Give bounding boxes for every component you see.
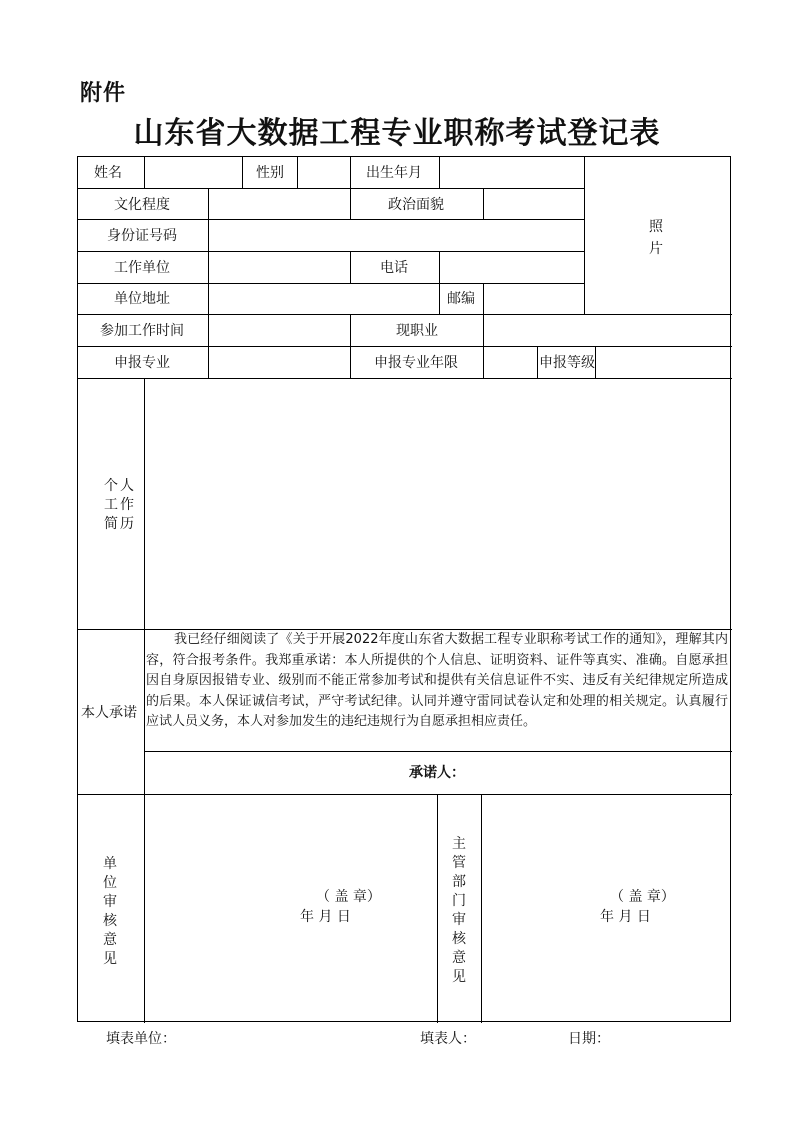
unit-seal-text: （ 盖 章） <box>316 889 381 905</box>
work-unit-field[interactable] <box>209 252 349 282</box>
commitment-text: 我已经仔细阅读了《关于开展2022年度山东省大数据工程专业职称考试工作的通知》，理解其内容，符合报考条件。我郑重承诺：本人所提供的个人信息、证明资料、证件等真实、准确。自愿承担因自身原因报错专业、级别而不能正常参加考试和提供有关信息证件不实、违反有关纪律规定所造成的后果。本人保证诚信考试，严守考试纪律。认同并遵守雷同试卷认定和处理的相关规定。认真履行应试人员义务，本人对参加发生的违纪违规行为自愿承担相应责任。 <box>146 632 728 729</box>
registration-form <box>77 156 731 1022</box>
dept-review-char: 门 <box>452 893 466 909</box>
unit-date-text: 年 月 日 <box>300 909 351 925</box>
gender-field[interactable] <box>298 158 349 187</box>
unit-review-char: 审 <box>103 894 117 910</box>
apply-level-label: 申报等级 <box>539 355 595 371</box>
dept-review-char: 审 <box>452 912 466 928</box>
attachment-label: 附件 <box>80 81 127 106</box>
photo-char: 照 <box>649 219 663 235</box>
col-line <box>350 251 351 283</box>
unit-review-char: 核 <box>103 913 117 929</box>
photo-char: 片 <box>649 241 663 257</box>
resume-label-char: 人 <box>120 478 134 494</box>
dept-review-char: 主 <box>452 836 466 852</box>
name-label: 姓名 <box>94 165 122 181</box>
dept-review-char: 管 <box>452 855 466 871</box>
resume-label-char: 工 <box>104 497 118 513</box>
apply-years-field[interactable] <box>484 347 536 377</box>
id-number-field[interactable] <box>209 220 583 250</box>
footer-unit-label: 填表单位： <box>106 1031 176 1047</box>
signer-label: 承诺人： <box>409 765 465 781</box>
postcode-label: 邮编 <box>447 291 475 307</box>
apply-major-field[interactable] <box>209 347 349 377</box>
unit-address-field[interactable] <box>209 284 438 313</box>
apply-years-label: 申报专业年限 <box>374 355 458 371</box>
education-field[interactable] <box>209 189 349 218</box>
work-start-field[interactable] <box>209 315 349 345</box>
education-label: 文化程度 <box>114 197 170 213</box>
footer-date-label: 日期： <box>568 1031 610 1047</box>
col-line <box>437 794 438 1023</box>
signer-field[interactable] <box>458 755 728 791</box>
resume-label-char: 个 <box>104 478 118 494</box>
id-number-label: 身份证号码 <box>107 228 177 244</box>
col-line <box>350 157 351 188</box>
phone-field[interactable] <box>440 252 583 282</box>
dept-date-text: 年 月 日 <box>600 909 651 925</box>
dept-review-char: 见 <box>452 969 466 985</box>
resume-label-char: 简 <box>104 516 118 532</box>
birth-field[interactable] <box>440 158 583 187</box>
phone-label: 电话 <box>380 260 408 276</box>
current-job-field[interactable] <box>484 315 731 345</box>
work-unit-label: 工作单位 <box>114 260 170 276</box>
political-label: 政治面貌 <box>388 197 444 213</box>
row-line <box>144 751 732 752</box>
commitment-label: 本人承诺 <box>81 705 137 721</box>
apply-level-field[interactable] <box>596 347 731 377</box>
unit-review-char: 意 <box>103 932 117 948</box>
dept-review-char: 部 <box>452 874 466 890</box>
footer-filler-label: 填表人： <box>420 1031 476 1047</box>
form-title: 山东省大数据工程专业职称考试登记表 <box>133 116 661 151</box>
dept-review-char: 意 <box>452 950 466 966</box>
unit-review-field[interactable] <box>145 795 436 1022</box>
col-line <box>350 188 351 219</box>
dept-seal-text: （ 盖 章） <box>610 889 675 905</box>
col-line <box>537 346 538 378</box>
political-field[interactable] <box>484 189 583 218</box>
apply-major-label: 申报专业 <box>114 355 170 371</box>
work-start-label: 参加工作时间 <box>100 323 184 339</box>
name-field[interactable] <box>145 158 241 187</box>
unit-review-char: 位 <box>103 875 117 891</box>
dept-review-char: 核 <box>452 931 466 947</box>
postcode-field[interactable] <box>484 284 583 313</box>
current-job-label: 现职业 <box>396 323 438 339</box>
resume-label-char: 作 <box>120 497 134 513</box>
resume-field[interactable] <box>145 379 731 628</box>
unit-review-char: 见 <box>103 951 117 967</box>
col-line <box>439 283 440 314</box>
unit-review-char: 单 <box>103 856 117 872</box>
col-line <box>242 157 243 188</box>
col-line <box>350 314 351 346</box>
col-line <box>350 346 351 378</box>
birth-label: 出生年月 <box>366 165 422 181</box>
gender-label: 性别 <box>256 165 284 181</box>
resume-label-char: 历 <box>120 516 134 532</box>
unit-address-label: 单位地址 <box>114 291 170 307</box>
